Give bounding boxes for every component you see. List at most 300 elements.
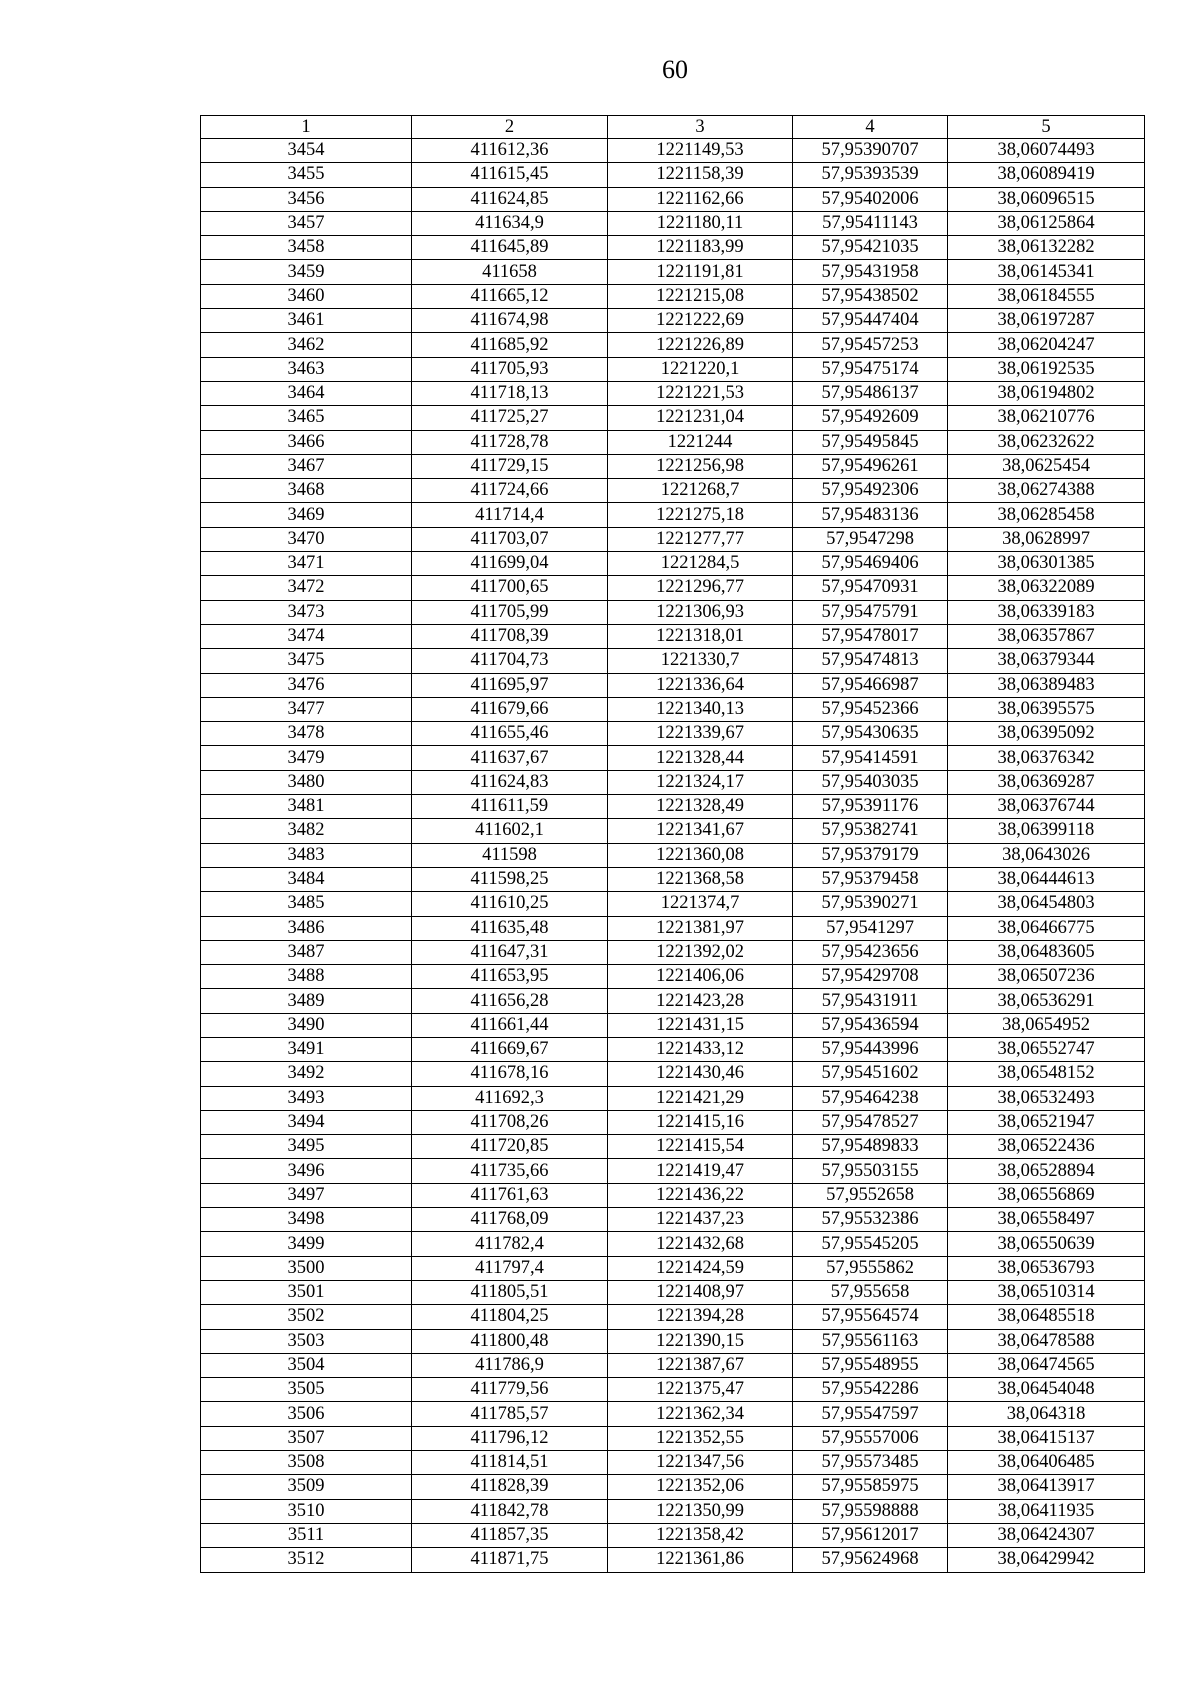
table-cell-col-1: 3512 bbox=[201, 1548, 412, 1572]
table-cell-col-2: 411704,73 bbox=[412, 649, 608, 673]
table-cell-col-5: 38,06532493 bbox=[948, 1086, 1145, 1110]
table-cell-col-1: 3463 bbox=[201, 357, 412, 381]
table-cell-col-4: 57,95411143 bbox=[793, 211, 948, 235]
table-cell-col-5: 38,06125864 bbox=[948, 211, 1145, 235]
table-cell-col-5: 38,06089419 bbox=[948, 163, 1145, 187]
table-cell-col-1: 3494 bbox=[201, 1110, 412, 1134]
table-cell-col-5: 38,06145341 bbox=[948, 260, 1145, 284]
table-cell-col-3: 1221256,98 bbox=[608, 454, 793, 478]
table-cell-col-4: 57,95585975 bbox=[793, 1475, 948, 1499]
table-cell-col-2: 411786,9 bbox=[412, 1353, 608, 1377]
table-cell-col-3: 1221328,49 bbox=[608, 795, 793, 819]
table-row bbox=[201, 1086, 1145, 1110]
table-cell-col-2: 411782,4 bbox=[412, 1232, 608, 1256]
table-cell-col-4: 57,95403035 bbox=[793, 770, 948, 794]
table-cell-col-3: 1221158,39 bbox=[608, 163, 793, 187]
table-cell-col-3: 1221437,23 bbox=[608, 1208, 793, 1232]
table-cell-col-3: 1221222,69 bbox=[608, 309, 793, 333]
table-cell-col-1: 3474 bbox=[201, 624, 412, 648]
table-cell-col-5: 38,06521947 bbox=[948, 1110, 1145, 1134]
table-row bbox=[201, 187, 1145, 211]
table-cell-col-4: 57,95443996 bbox=[793, 1037, 948, 1061]
table-cell-col-1: 3504 bbox=[201, 1353, 412, 1377]
table-cell-col-5: 38,06132282 bbox=[948, 236, 1145, 260]
table-cell-col-2: 411779,56 bbox=[412, 1378, 608, 1402]
table-cell-col-1: 3492 bbox=[201, 1062, 412, 1086]
table-cell-col-1: 3461 bbox=[201, 309, 412, 333]
table-cell-col-1: 3509 bbox=[201, 1475, 412, 1499]
table-cell-col-4: 57,95548955 bbox=[793, 1353, 948, 1377]
table-cell-col-5: 38,06429942 bbox=[948, 1548, 1145, 1572]
table-cell-col-2: 411729,15 bbox=[412, 454, 608, 478]
table-cell-col-3: 1221268,7 bbox=[608, 479, 793, 503]
table-cell-col-3: 1221358,42 bbox=[608, 1523, 793, 1547]
table-cell-col-3: 1221361,86 bbox=[608, 1548, 793, 1572]
table-cell-col-1: 3491 bbox=[201, 1037, 412, 1061]
table-row bbox=[201, 1280, 1145, 1304]
table-cell-col-3: 1221296,77 bbox=[608, 576, 793, 600]
table-row bbox=[201, 746, 1145, 770]
table-cell-col-1: 3486 bbox=[201, 916, 412, 940]
table-cell-col-5: 38,064318 bbox=[948, 1402, 1145, 1426]
table-row bbox=[201, 722, 1145, 746]
table-cell-col-5: 38,06274388 bbox=[948, 479, 1145, 503]
table-body bbox=[201, 139, 1145, 1573]
table-cell-col-5: 38,06379344 bbox=[948, 649, 1145, 673]
table-cell-col-2: 411612,36 bbox=[412, 139, 608, 163]
table-cell-col-4: 57,95414591 bbox=[793, 746, 948, 770]
table-cell-col-3: 1221421,29 bbox=[608, 1086, 793, 1110]
table-cell-col-1: 3484 bbox=[201, 867, 412, 891]
table-cell-col-2: 411602,1 bbox=[412, 819, 608, 843]
table-cell-col-5: 38,0625454 bbox=[948, 454, 1145, 478]
table-cell-col-4: 57,95612017 bbox=[793, 1523, 948, 1547]
table-row bbox=[201, 1353, 1145, 1377]
table-cell-col-5: 38,06395092 bbox=[948, 722, 1145, 746]
table-cell-col-5: 38,06194802 bbox=[948, 381, 1145, 405]
table-row bbox=[201, 1378, 1145, 1402]
table-cell-col-2: 411610,25 bbox=[412, 892, 608, 916]
table-cell-col-3: 1221375,47 bbox=[608, 1378, 793, 1402]
table-cell-col-1: 3469 bbox=[201, 503, 412, 527]
table-cell-col-3: 1221360,08 bbox=[608, 843, 793, 867]
table-cell-col-5: 38,0654952 bbox=[948, 1013, 1145, 1037]
column-header-5: 5 bbox=[948, 116, 1145, 139]
table-cell-col-1: 3479 bbox=[201, 746, 412, 770]
table-cell-col-5: 38,06413917 bbox=[948, 1475, 1145, 1499]
table-cell-col-1: 3503 bbox=[201, 1329, 412, 1353]
table-cell-col-3: 1221415,54 bbox=[608, 1135, 793, 1159]
table-cell-col-5: 38,06192535 bbox=[948, 357, 1145, 381]
table-cell-col-3: 1221330,7 bbox=[608, 649, 793, 673]
table-cell-col-5: 38,06556869 bbox=[948, 1183, 1145, 1207]
table-cell-col-3: 1221394,28 bbox=[608, 1305, 793, 1329]
table-cell-col-5: 38,06406485 bbox=[948, 1451, 1145, 1475]
table-row bbox=[201, 1402, 1145, 1426]
table-cell-col-1: 3483 bbox=[201, 843, 412, 867]
table-cell-col-1: 3470 bbox=[201, 527, 412, 551]
table-cell-col-5: 38,06357867 bbox=[948, 624, 1145, 648]
table-cell-col-3: 1221339,67 bbox=[608, 722, 793, 746]
table-cell-col-5: 38,06424307 bbox=[948, 1523, 1145, 1547]
table-row bbox=[201, 309, 1145, 333]
table-cell-col-2: 411714,4 bbox=[412, 503, 608, 527]
table-cell-col-2: 411724,66 bbox=[412, 479, 608, 503]
table-cell-col-4: 57,95624968 bbox=[793, 1548, 948, 1572]
table-cell-col-2: 411735,66 bbox=[412, 1159, 608, 1183]
table-cell-col-1: 3462 bbox=[201, 333, 412, 357]
table-cell-col-2: 411785,57 bbox=[412, 1402, 608, 1426]
table-cell-col-5: 38,06197287 bbox=[948, 309, 1145, 333]
table-cell-col-4: 57,95564574 bbox=[793, 1305, 948, 1329]
table-cell-col-2: 411598 bbox=[412, 843, 608, 867]
table-cell-col-2: 411842,78 bbox=[412, 1499, 608, 1523]
table-cell-col-1: 3500 bbox=[201, 1256, 412, 1280]
table-cell-col-4: 57,95429708 bbox=[793, 965, 948, 989]
table-cell-col-1: 3508 bbox=[201, 1451, 412, 1475]
table-cell-col-4: 57,95547597 bbox=[793, 1402, 948, 1426]
table-cell-col-4: 57,95542286 bbox=[793, 1378, 948, 1402]
table-cell-col-3: 1221306,93 bbox=[608, 600, 793, 624]
table-cell-col-2: 411647,31 bbox=[412, 940, 608, 964]
table-cell-col-4: 57,95379458 bbox=[793, 867, 948, 891]
table-cell-col-3: 1221328,44 bbox=[608, 746, 793, 770]
table-cell-col-3: 1221423,28 bbox=[608, 989, 793, 1013]
table-row bbox=[201, 1426, 1145, 1450]
table-cell-col-2: 411699,04 bbox=[412, 552, 608, 576]
table-cell-col-2: 411674,98 bbox=[412, 309, 608, 333]
table-cell-col-1: 3471 bbox=[201, 552, 412, 576]
table-cell-col-2: 411796,12 bbox=[412, 1426, 608, 1450]
table-cell-col-4: 57,95532386 bbox=[793, 1208, 948, 1232]
table-cell-col-4: 57,955658 bbox=[793, 1280, 948, 1304]
table-row bbox=[201, 381, 1145, 405]
table-cell-col-4: 57,95474813 bbox=[793, 649, 948, 673]
table-cell-col-4: 57,95469406 bbox=[793, 552, 948, 576]
table-cell-col-3: 1221433,12 bbox=[608, 1037, 793, 1061]
table-cell-col-2: 411615,45 bbox=[412, 163, 608, 187]
table-cell-col-5: 38,06376744 bbox=[948, 795, 1145, 819]
table-cell-col-3: 1221347,56 bbox=[608, 1451, 793, 1475]
table-cell-col-4: 57,95390707 bbox=[793, 139, 948, 163]
table-row bbox=[201, 940, 1145, 964]
table-cell-col-3: 1221275,18 bbox=[608, 503, 793, 527]
table-cell-col-3: 1221392,02 bbox=[608, 940, 793, 964]
table-row bbox=[201, 163, 1145, 187]
table-cell-col-4: 57,95452366 bbox=[793, 697, 948, 721]
table-cell-col-3: 1221183,99 bbox=[608, 236, 793, 260]
table-cell-col-1: 3511 bbox=[201, 1523, 412, 1547]
table-cell-col-4: 57,95391176 bbox=[793, 795, 948, 819]
table-row bbox=[201, 527, 1145, 551]
table-cell-col-5: 38,06232622 bbox=[948, 430, 1145, 454]
table-cell-col-5: 38,06395575 bbox=[948, 697, 1145, 721]
table-cell-col-2: 411611,59 bbox=[412, 795, 608, 819]
table-cell-col-5: 38,06204247 bbox=[948, 333, 1145, 357]
table-cell-col-4: 57,95492306 bbox=[793, 479, 948, 503]
table-cell-col-3: 1221221,53 bbox=[608, 381, 793, 405]
table-cell-col-1: 3501 bbox=[201, 1280, 412, 1304]
table-cell-col-3: 1221352,06 bbox=[608, 1475, 793, 1499]
table-cell-col-5: 38,06522436 bbox=[948, 1135, 1145, 1159]
table-cell-col-4: 57,95430635 bbox=[793, 722, 948, 746]
table-cell-col-4: 57,95475174 bbox=[793, 357, 948, 381]
table-row bbox=[201, 236, 1145, 260]
table-row bbox=[201, 1305, 1145, 1329]
column-header-4: 4 bbox=[793, 116, 948, 139]
table-cell-col-1: 3488 bbox=[201, 965, 412, 989]
table-cell-col-3: 1221340,13 bbox=[608, 697, 793, 721]
table-cell-col-1: 3502 bbox=[201, 1305, 412, 1329]
column-header-3: 3 bbox=[608, 116, 793, 139]
table-cell-col-1: 3499 bbox=[201, 1232, 412, 1256]
table-cell-col-2: 411669,67 bbox=[412, 1037, 608, 1061]
table-row bbox=[201, 770, 1145, 794]
table-cell-col-5: 38,06096515 bbox=[948, 187, 1145, 211]
table-cell-col-5: 38,06528894 bbox=[948, 1159, 1145, 1183]
table-cell-col-2: 411805,51 bbox=[412, 1280, 608, 1304]
table-row bbox=[201, 406, 1145, 430]
table-cell-col-5: 38,06485518 bbox=[948, 1305, 1145, 1329]
table-cell-col-5: 38,06339183 bbox=[948, 600, 1145, 624]
table-cell-col-2: 411645,89 bbox=[412, 236, 608, 260]
table-row bbox=[201, 260, 1145, 284]
table-cell-col-1: 3472 bbox=[201, 576, 412, 600]
table-cell-col-2: 411598,25 bbox=[412, 867, 608, 891]
table-cell-col-4: 57,95421035 bbox=[793, 236, 948, 260]
table-cell-col-1: 3475 bbox=[201, 649, 412, 673]
table-row bbox=[201, 1499, 1145, 1523]
table-cell-col-1: 3495 bbox=[201, 1135, 412, 1159]
table-cell-col-1: 3467 bbox=[201, 454, 412, 478]
table-cell-col-3: 1221419,47 bbox=[608, 1159, 793, 1183]
table-row bbox=[201, 1548, 1145, 1572]
table-cell-col-3: 1221284,5 bbox=[608, 552, 793, 576]
table-row bbox=[201, 454, 1145, 478]
table-row bbox=[201, 430, 1145, 454]
table-cell-col-4: 57,95495845 bbox=[793, 430, 948, 454]
table-cell-col-5: 38,06184555 bbox=[948, 284, 1145, 308]
table-cell-col-2: 411828,39 bbox=[412, 1475, 608, 1499]
table-row bbox=[201, 357, 1145, 381]
table-cell-col-2: 411624,83 bbox=[412, 770, 608, 794]
table-cell-col-2: 411685,92 bbox=[412, 333, 608, 357]
table-cell-col-4: 57,95390271 bbox=[793, 892, 948, 916]
column-header-2: 2 bbox=[412, 116, 608, 139]
table-cell-col-3: 1221431,15 bbox=[608, 1013, 793, 1037]
table-cell-col-3: 1221215,08 bbox=[608, 284, 793, 308]
table-cell-col-2: 411718,13 bbox=[412, 381, 608, 405]
table-cell-col-1: 3459 bbox=[201, 260, 412, 284]
table-cell-col-2: 411678,16 bbox=[412, 1062, 608, 1086]
table-row bbox=[201, 624, 1145, 648]
table-cell-col-1: 3487 bbox=[201, 940, 412, 964]
table-row bbox=[201, 552, 1145, 576]
table-cell-col-2: 411634,9 bbox=[412, 211, 608, 235]
table-cell-col-3: 1221381,97 bbox=[608, 916, 793, 940]
table-cell-col-1: 3456 bbox=[201, 187, 412, 211]
table-cell-col-3: 1221162,66 bbox=[608, 187, 793, 211]
table-cell-col-5: 38,06411935 bbox=[948, 1499, 1145, 1523]
table-row bbox=[201, 1037, 1145, 1061]
table-cell-col-4: 57,95438502 bbox=[793, 284, 948, 308]
table-cell-col-3: 1221318,01 bbox=[608, 624, 793, 648]
table-cell-col-1: 3464 bbox=[201, 381, 412, 405]
column-header-1: 1 bbox=[201, 116, 412, 139]
table-row bbox=[201, 211, 1145, 235]
table-cell-col-5: 38,06510314 bbox=[948, 1280, 1145, 1304]
table-cell-col-2: 411705,99 bbox=[412, 600, 608, 624]
table-cell-col-1: 3460 bbox=[201, 284, 412, 308]
table-cell-col-1: 3473 bbox=[201, 600, 412, 624]
table-cell-col-4: 57,95483136 bbox=[793, 503, 948, 527]
table-cell-col-3: 1221336,64 bbox=[608, 673, 793, 697]
table-cell-col-1: 3455 bbox=[201, 163, 412, 187]
table-cell-col-2: 411655,46 bbox=[412, 722, 608, 746]
table-cell-col-3: 1221244 bbox=[608, 430, 793, 454]
table-cell-col-4: 57,95496261 bbox=[793, 454, 948, 478]
table-row bbox=[201, 649, 1145, 673]
table-cell-col-3: 1221180,11 bbox=[608, 211, 793, 235]
table-header-row bbox=[201, 116, 1145, 139]
table-cell-col-4: 57,95470931 bbox=[793, 576, 948, 600]
table-cell-col-1: 3458 bbox=[201, 236, 412, 260]
table-row bbox=[201, 479, 1145, 503]
table-cell-col-4: 57,95436594 bbox=[793, 1013, 948, 1037]
table-cell-col-4: 57,95431911 bbox=[793, 989, 948, 1013]
table-row bbox=[201, 843, 1145, 867]
table-row bbox=[201, 697, 1145, 721]
table-cell-col-5: 38,06399118 bbox=[948, 819, 1145, 843]
table-cell-col-5: 38,06478588 bbox=[948, 1329, 1145, 1353]
table-row bbox=[201, 1208, 1145, 1232]
table-cell-col-4: 57,95423656 bbox=[793, 940, 948, 964]
table-cell-col-3: 1221350,99 bbox=[608, 1499, 793, 1523]
table-cell-col-1: 3493 bbox=[201, 1086, 412, 1110]
table-cell-col-1: 3482 bbox=[201, 819, 412, 843]
table-row bbox=[201, 1475, 1145, 1499]
table-cell-col-2: 411700,65 bbox=[412, 576, 608, 600]
table-cell-col-2: 411705,93 bbox=[412, 357, 608, 381]
table-cell-col-5: 38,06466775 bbox=[948, 916, 1145, 940]
table-cell-col-1: 3496 bbox=[201, 1159, 412, 1183]
table-cell-col-3: 1221415,16 bbox=[608, 1110, 793, 1134]
table-cell-col-3: 1221149,53 bbox=[608, 139, 793, 163]
table-cell-col-1: 3476 bbox=[201, 673, 412, 697]
table-cell-col-1: 3485 bbox=[201, 892, 412, 916]
table-cell-col-3: 1221408,97 bbox=[608, 1280, 793, 1304]
table-cell-col-4: 57,95393539 bbox=[793, 163, 948, 187]
table-cell-col-2: 411871,75 bbox=[412, 1548, 608, 1572]
table-cell-col-2: 411725,27 bbox=[412, 406, 608, 430]
table-cell-col-4: 57,95598888 bbox=[793, 1499, 948, 1523]
table-cell-col-1: 3481 bbox=[201, 795, 412, 819]
table-row bbox=[201, 1232, 1145, 1256]
table-cell-col-2: 411720,85 bbox=[412, 1135, 608, 1159]
table-cell-col-5: 38,06210776 bbox=[948, 406, 1145, 430]
table-row bbox=[201, 795, 1145, 819]
table-cell-col-3: 1221430,46 bbox=[608, 1062, 793, 1086]
table-cell-col-1: 3498 bbox=[201, 1208, 412, 1232]
table-cell-col-5: 38,06550639 bbox=[948, 1232, 1145, 1256]
table-cell-col-3: 1221352,55 bbox=[608, 1426, 793, 1450]
table-cell-col-2: 411661,44 bbox=[412, 1013, 608, 1037]
table-cell-col-1: 3510 bbox=[201, 1499, 412, 1523]
table-cell-col-4: 57,95557006 bbox=[793, 1426, 948, 1450]
table-cell-col-2: 411857,35 bbox=[412, 1523, 608, 1547]
table-row bbox=[201, 1256, 1145, 1280]
table-cell-col-3: 1221432,68 bbox=[608, 1232, 793, 1256]
table-cell-col-4: 57,9541297 bbox=[793, 916, 948, 940]
table-cell-col-3: 1221436,22 bbox=[608, 1183, 793, 1207]
table-cell-col-3: 1221368,58 bbox=[608, 867, 793, 891]
table-cell-col-2: 411768,09 bbox=[412, 1208, 608, 1232]
table-row bbox=[201, 1110, 1145, 1134]
table-cell-col-2: 411804,25 bbox=[412, 1305, 608, 1329]
table-cell-col-5: 38,06558497 bbox=[948, 1208, 1145, 1232]
table-cell-col-3: 1221387,67 bbox=[608, 1353, 793, 1377]
table-cell-col-4: 57,95402006 bbox=[793, 187, 948, 211]
table-cell-col-2: 411653,95 bbox=[412, 965, 608, 989]
table-cell-col-2: 411761,63 bbox=[412, 1183, 608, 1207]
table-row bbox=[201, 1329, 1145, 1353]
table-cell-col-3: 1221191,81 bbox=[608, 260, 793, 284]
table-cell-col-1: 3478 bbox=[201, 722, 412, 746]
table-row bbox=[201, 284, 1145, 308]
table-cell-col-2: 411635,48 bbox=[412, 916, 608, 940]
table-row bbox=[201, 916, 1145, 940]
table-row bbox=[201, 819, 1145, 843]
table-cell-col-4: 57,9547298 bbox=[793, 527, 948, 551]
table-cell-col-2: 411695,97 bbox=[412, 673, 608, 697]
table-cell-col-2: 411692,3 bbox=[412, 1086, 608, 1110]
table-cell-col-3: 1221390,15 bbox=[608, 1329, 793, 1353]
table-cell-col-4: 57,95492609 bbox=[793, 406, 948, 430]
table-row bbox=[201, 1183, 1145, 1207]
table-cell-col-5: 38,0643026 bbox=[948, 843, 1145, 867]
table-cell-col-3: 1221277,77 bbox=[608, 527, 793, 551]
table-cell-col-2: 411703,07 bbox=[412, 527, 608, 551]
table-cell-col-3: 1221341,67 bbox=[608, 819, 793, 843]
table-cell-col-1: 3505 bbox=[201, 1378, 412, 1402]
table-cell-col-5: 38,06322089 bbox=[948, 576, 1145, 600]
table-cell-col-2: 411728,78 bbox=[412, 430, 608, 454]
table-cell-col-4: 57,95451602 bbox=[793, 1062, 948, 1086]
table-cell-col-4: 57,95561163 bbox=[793, 1329, 948, 1353]
table-cell-col-3: 1221374,7 bbox=[608, 892, 793, 916]
table-row bbox=[201, 673, 1145, 697]
table-row bbox=[201, 1159, 1145, 1183]
table-cell-col-2: 411656,28 bbox=[412, 989, 608, 1013]
table-cell-col-1: 3468 bbox=[201, 479, 412, 503]
table-cell-col-5: 38,06483605 bbox=[948, 940, 1145, 964]
table-row bbox=[201, 1523, 1145, 1547]
table-cell-col-2: 411637,67 bbox=[412, 746, 608, 770]
table-cell-col-3: 1221362,34 bbox=[608, 1402, 793, 1426]
table-cell-col-5: 38,06454048 bbox=[948, 1378, 1145, 1402]
table-cell-col-3: 1221424,59 bbox=[608, 1256, 793, 1280]
table-cell-col-4: 57,95382741 bbox=[793, 819, 948, 843]
table-row bbox=[201, 867, 1145, 891]
table-cell-col-1: 3454 bbox=[201, 139, 412, 163]
table-cell-col-4: 57,95379179 bbox=[793, 843, 948, 867]
table-cell-col-5: 38,06389483 bbox=[948, 673, 1145, 697]
table-cell-col-5: 38,06285458 bbox=[948, 503, 1145, 527]
coordinates-table bbox=[200, 115, 1145, 1573]
table-cell-col-2: 411624,85 bbox=[412, 187, 608, 211]
table-cell-col-5: 38,06376342 bbox=[948, 746, 1145, 770]
table-row bbox=[201, 503, 1145, 527]
